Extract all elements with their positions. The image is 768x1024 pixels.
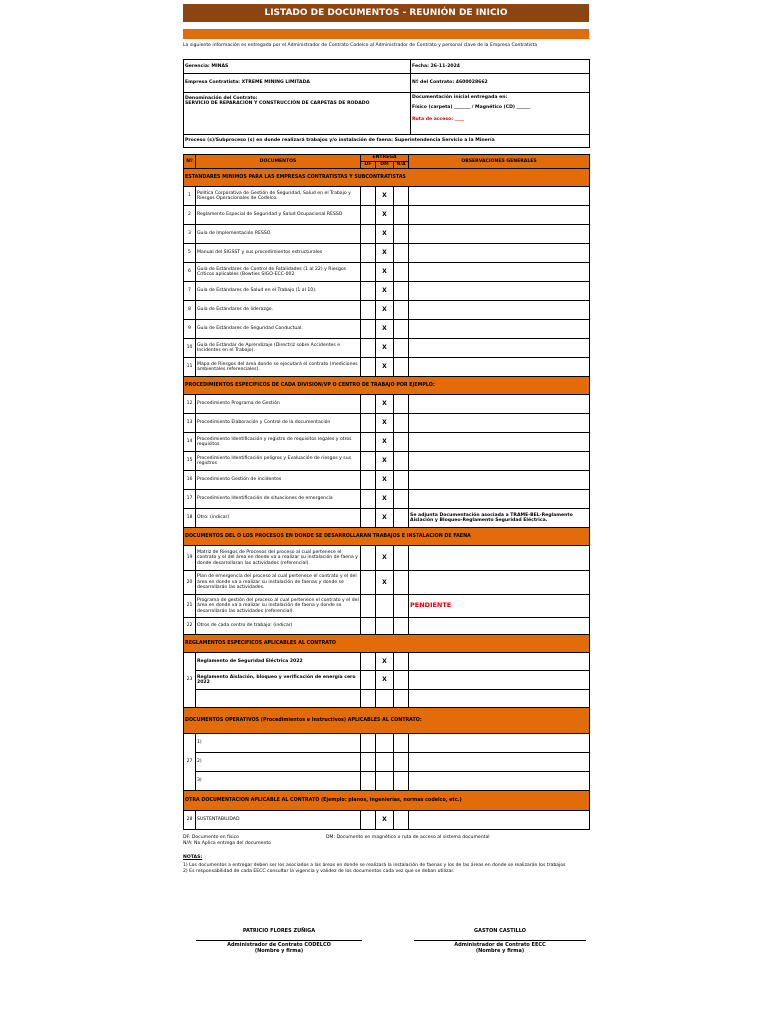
signature-eecc xyxy=(414,928,586,954)
entrega-cell xyxy=(411,93,590,135)
table-row: 17 Procedimiento Identificación de situaciones de emergencia X xyxy=(184,490,590,509)
table-row: 19 Matriz de Riesgos de Procesos del proceso al cual pertenece el contrato y el del área en donde va a realizar su instalación de faena y donde desarrollaran las actividades (referencial). X xyxy=(184,546,590,571)
gerencia-field: Gerencia: MINAS xyxy=(184,60,411,74)
fecha-field: Fecha: 26-11-2024 xyxy=(411,60,590,74)
table-row xyxy=(184,690,590,708)
col-df: DF xyxy=(361,162,376,169)
col-na: N/A xyxy=(394,162,409,169)
section-procesos: DOCUMENTOS DEL O LOS PROCESOS EN DONDE SE DESARROLLARAN TRABAJOS E INSTALACION DE FAENA xyxy=(184,528,590,546)
col-dm: DM xyxy=(376,162,394,169)
legend-df: DF: Documento en físico xyxy=(183,835,239,840)
col-entrega: ENTREGA xyxy=(361,155,409,162)
table-row: 22 Otros de cada centro de trabajo: (indicar) xyxy=(184,618,590,635)
contrato-field: Nº del Contrato: 4600028662 xyxy=(411,74,590,93)
table-row: 7 Guía de Estándares de Salud en el Trabajo (1 al 10). X xyxy=(184,282,590,301)
table-row: 23 Reglamento de Seguridad Eléctrica 2022 X xyxy=(184,653,590,671)
rows-section-1 xyxy=(184,187,590,377)
rows-section-2 xyxy=(184,395,590,528)
table-row: 10 Guía de Estándar de Aprendizaje (Directriz sobre Accidentes e Incidentes en el Trabajo). X xyxy=(184,339,590,358)
empresa-field: Empresa Contratista: XTREME MINING LIMITADA xyxy=(184,74,411,93)
legend-na: N/A: No Aplica entrega del documento xyxy=(183,841,271,846)
denominacion-cell xyxy=(184,93,411,135)
legend-dm: DM: Documento en magnético o ruta de acceso al sistema documental xyxy=(326,835,490,840)
table-row: 13 Procedimiento Elaboración y Control de la documentación X xyxy=(184,414,590,433)
document xyxy=(183,4,589,874)
ruta-acceso: Ruta de acceso: ____ xyxy=(412,116,464,122)
table-row: Reglamento Aislación, bloqueo y verificación de energía cero 2022 X xyxy=(184,671,590,690)
signature-name-right: GASTON CASTILLO xyxy=(473,928,527,934)
header-table xyxy=(183,59,590,148)
table-row: 21 Programa de gestión del proceso al cual pertenece el contrato y el del área en donde va a realizar su instalación de faena y donde se desarrollarán las actividades (referencial). PENDIENTE xyxy=(184,595,590,618)
doc-inicial-label: Documentación inicial entregada en: xyxy=(412,95,508,100)
documents-table xyxy=(183,154,590,830)
table-row: 20 Plan de emergencia del proceso al cual pertenece el contrato y el del área en donde va a realizar su instalación de faenas y donde se desarrollarán las actividades. X xyxy=(184,571,590,595)
orange-band xyxy=(183,29,589,39)
table-row: 3 Guía de Implementación RESSO X xyxy=(184,225,590,244)
table-row: 2) xyxy=(184,753,590,772)
table-row: 15 Procedimiento Identificación peligros y Evaluación de riesgos y sus registros X xyxy=(184,452,590,471)
note-1: 1) Los documentos a entregar deben ser los asociados a las áreas en donde se realizará la instalación de faenas y los de las áreas en donde se realizarán los trabajos xyxy=(183,863,566,869)
signature-role-right: Administrador de Contrato EECC xyxy=(414,940,586,948)
table-row: 3) xyxy=(184,772,590,791)
signature-sub-left: (Nombre y firma) xyxy=(254,948,304,954)
signature-role-left: Administrador de Contrato CODELCO xyxy=(196,940,362,948)
document-title: LISTADO DE DOCUMENTOS - REUNIÓN DE INICIO xyxy=(183,4,589,22)
denominacion-value: SERVICIO DE REPARACIÓN Y CONSTRUCCIÓN DE CARPETAS DE RODADO xyxy=(185,101,370,107)
section-estandares: ESTANDARES MINIMOS PARA LAS EMPRESAS CONTRATISTAS Y SUBCONTRATISTAS xyxy=(184,169,590,187)
col-obs: OBSERVACIONES GENERALES xyxy=(409,155,590,169)
table-row: 12 Procedimiento Programa de Gestión X xyxy=(184,395,590,414)
table-row: 16 Procedimiento Gestión de incidentes X xyxy=(184,471,590,490)
table-row: 28 SUSTENTABILIDAD X xyxy=(184,811,590,830)
signature-name-left: PATRICIO FLORES ZUÑIGA xyxy=(242,928,316,934)
table-row: 8 Guía de Estándares de liderazgo. X xyxy=(184,301,590,320)
section-operativos: DOCUMENTOS OPERATIVOS (Procedimientos e Instructivos) APLICABLES AL CONTRATO: xyxy=(184,708,590,734)
signature-sub-right: (Nombre y firma) xyxy=(475,948,525,954)
fisico-magnetico: Físico (carpeta) _______ / Magnético (CD) ______ xyxy=(412,105,531,111)
proceso-field: Proceso (s)/Subproceso (s) en donde realizará trabajos y/o instalación de faena: Superintendencia Servicio a la Minería xyxy=(184,135,590,148)
col-num: Nº xyxy=(184,155,196,169)
section-procedimientos: PROCEDIMIENTOS ESPECIFICOS DE CADA DIVISION/VP O CENTRO DE TRABAJO POR EJEMPLO: xyxy=(184,377,590,395)
intro-text: La siguiente información es entregada por el Administrador de Contrato Codelco al Administrador de Contrato y personal clave de la Empresa Contratista xyxy=(183,43,538,48)
table-row: 27 1) xyxy=(184,734,590,753)
signature-codelco xyxy=(196,928,362,954)
notes xyxy=(183,855,589,874)
note-2: 2) Es responsabilidad de cada EECC consultar la vigencia y validez de los documentos cada vez que se deban utilizar. xyxy=(183,868,455,874)
legend xyxy=(183,835,589,855)
table-row: 5 Manual del SIGSST y sus procedimientos estructurales X xyxy=(184,244,590,263)
section-reglamentos: REGLAMENTOS ESPECIFICOS APLICABLES AL CONTRATO xyxy=(184,635,590,653)
notes-title: NOTAS: xyxy=(183,855,203,860)
denominacion-label: Denominación del Contrato: xyxy=(185,96,258,101)
section-otra-documentacion: OTRA DOCUMENTACION APLICABLE AL CONTRATO (Ejemplo: planos, ingenierías, normas codelco, etc.) xyxy=(184,791,590,811)
table-row: 14 Procedimiento Identificación y registro de requisitos legales y otros requisitos X xyxy=(184,433,590,452)
table-row: 1 Política Corporativa de Gestión de Seguridad, Salud en el Trabajo y Riesgos Operacionales de Codelco. X xyxy=(184,187,590,206)
table-row: 18 Otro: (indicar) X Se adjunta Documentación asociada a TRAME-BEL-Reglamento Aislación y Bloqueo-Reglamento Seguridad Eléctrica. xyxy=(184,509,590,528)
table-row: 6 Guía de Estándares de Control de Fatalidades (1 al 22) y Riesgos Críticos aplicables (Bowties SIGO-ECC-002 X xyxy=(184,263,590,282)
status-pendiente: PENDIENTE xyxy=(409,595,590,618)
table-row: 11 Mapa de Riesgos del área donde se ejecutará el contrato (mediciones ambientales referenciales). X xyxy=(184,358,590,377)
col-docs: DOCUMENTOS xyxy=(196,155,361,169)
table-row: 9 Guía de Estándares de Seguridad Conductual. X xyxy=(184,320,590,339)
table-row: 2 Reglamento Especial de Seguridad y Salud Ocupacional RESSO X xyxy=(184,206,590,225)
